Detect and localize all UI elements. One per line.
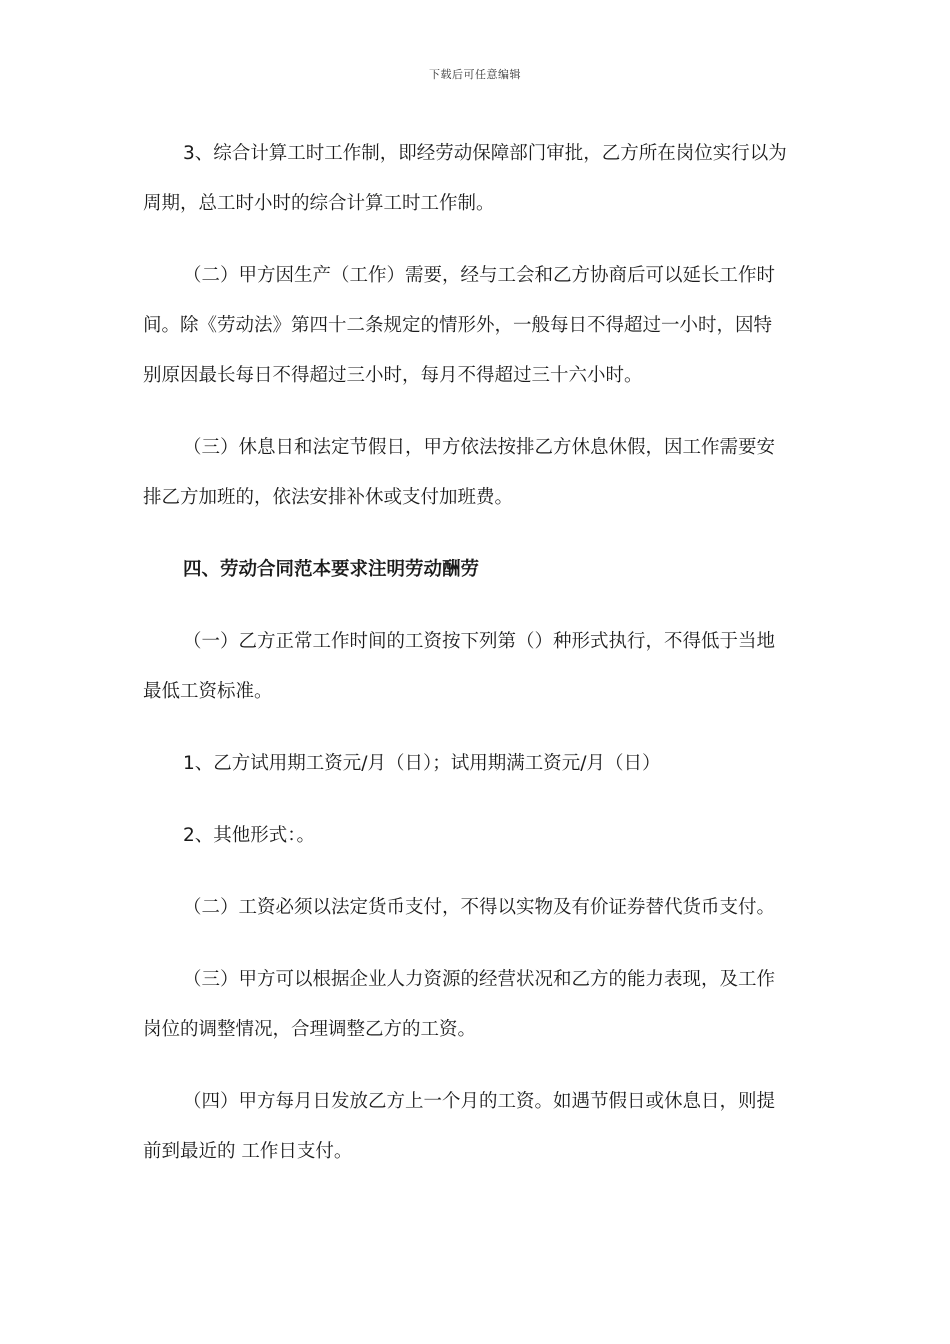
paragraph-overtime-extension bbox=[143, 251, 813, 401]
paragraph-comprehensive-hours bbox=[143, 129, 813, 229]
paragraph-wage-adjustment bbox=[143, 955, 813, 1055]
paragraph-line: 3、综合计算工时工作制，即经劳动保障部门审批，乙方所在岗位实行以为 bbox=[183, 143, 787, 164]
paragraph-payment-date bbox=[143, 1077, 813, 1177]
paragraph-rest-days bbox=[143, 423, 813, 523]
paragraph-currency-payment bbox=[143, 883, 813, 933]
heading-line: 四、劳动合同范本要求注明劳动酬劳 bbox=[183, 559, 480, 580]
page-header: 下载后可任意编辑 bbox=[429, 68, 521, 81]
paragraph-line: 岗位的调整情况，合理调整乙方的工资。 bbox=[143, 1019, 477, 1040]
paragraph-line: （二）甲方因生产（工作）需要，经与工会和乙方协商后可以延长工作时 bbox=[183, 265, 776, 286]
document-body bbox=[143, 129, 813, 1199]
paragraph-line: 前到最近的 工作日支付。 bbox=[143, 1141, 353, 1162]
paragraph-line: 间。除《劳动法》第四十二条规定的情形外，一般每日不得超过一小时，因特 bbox=[143, 315, 773, 336]
paragraph-line: 排乙方加班的，依法安排补休或支付加班费。 bbox=[143, 487, 514, 508]
paragraph-other-form bbox=[143, 811, 813, 861]
paragraph-probation-wage bbox=[143, 739, 813, 789]
paragraph-line: 2、其他形式：。 bbox=[183, 825, 316, 846]
paragraph-line: （一）乙方正常工作时间的工资按下列第（）种形式执行，不得低于当地 bbox=[183, 631, 776, 652]
paragraph-line: （四）甲方每月日发放乙方上一个月的工资。如遇节假日或休息日，则提 bbox=[183, 1091, 776, 1112]
paragraph-line: 别原因最长每日不得超过三小时，每月不得超过三十六小时。 bbox=[143, 365, 643, 386]
paragraph-line: （三）甲方可以根据企业人力资源的经营状况和乙方的能力表现，及工作 bbox=[183, 969, 776, 990]
paragraph-wage-form bbox=[143, 617, 813, 717]
paragraph-line: 最低工资标准。 bbox=[143, 681, 273, 702]
section-heading-remuneration bbox=[143, 545, 813, 595]
paragraph-line: 周期，总工时小时的综合计算工时工作制。 bbox=[143, 193, 495, 214]
paragraph-line: （二）工资必须以法定货币支付，不得以实物及有价证券替代货币支付。 bbox=[183, 897, 776, 918]
paragraph-line: （三）休息日和法定节假日，甲方依法按排乙方休息休假，因工作需要安 bbox=[183, 437, 776, 458]
paragraph-line: 1、乙方试用期工资元/月（日）；试用期满工资元/月（日） bbox=[183, 753, 661, 774]
